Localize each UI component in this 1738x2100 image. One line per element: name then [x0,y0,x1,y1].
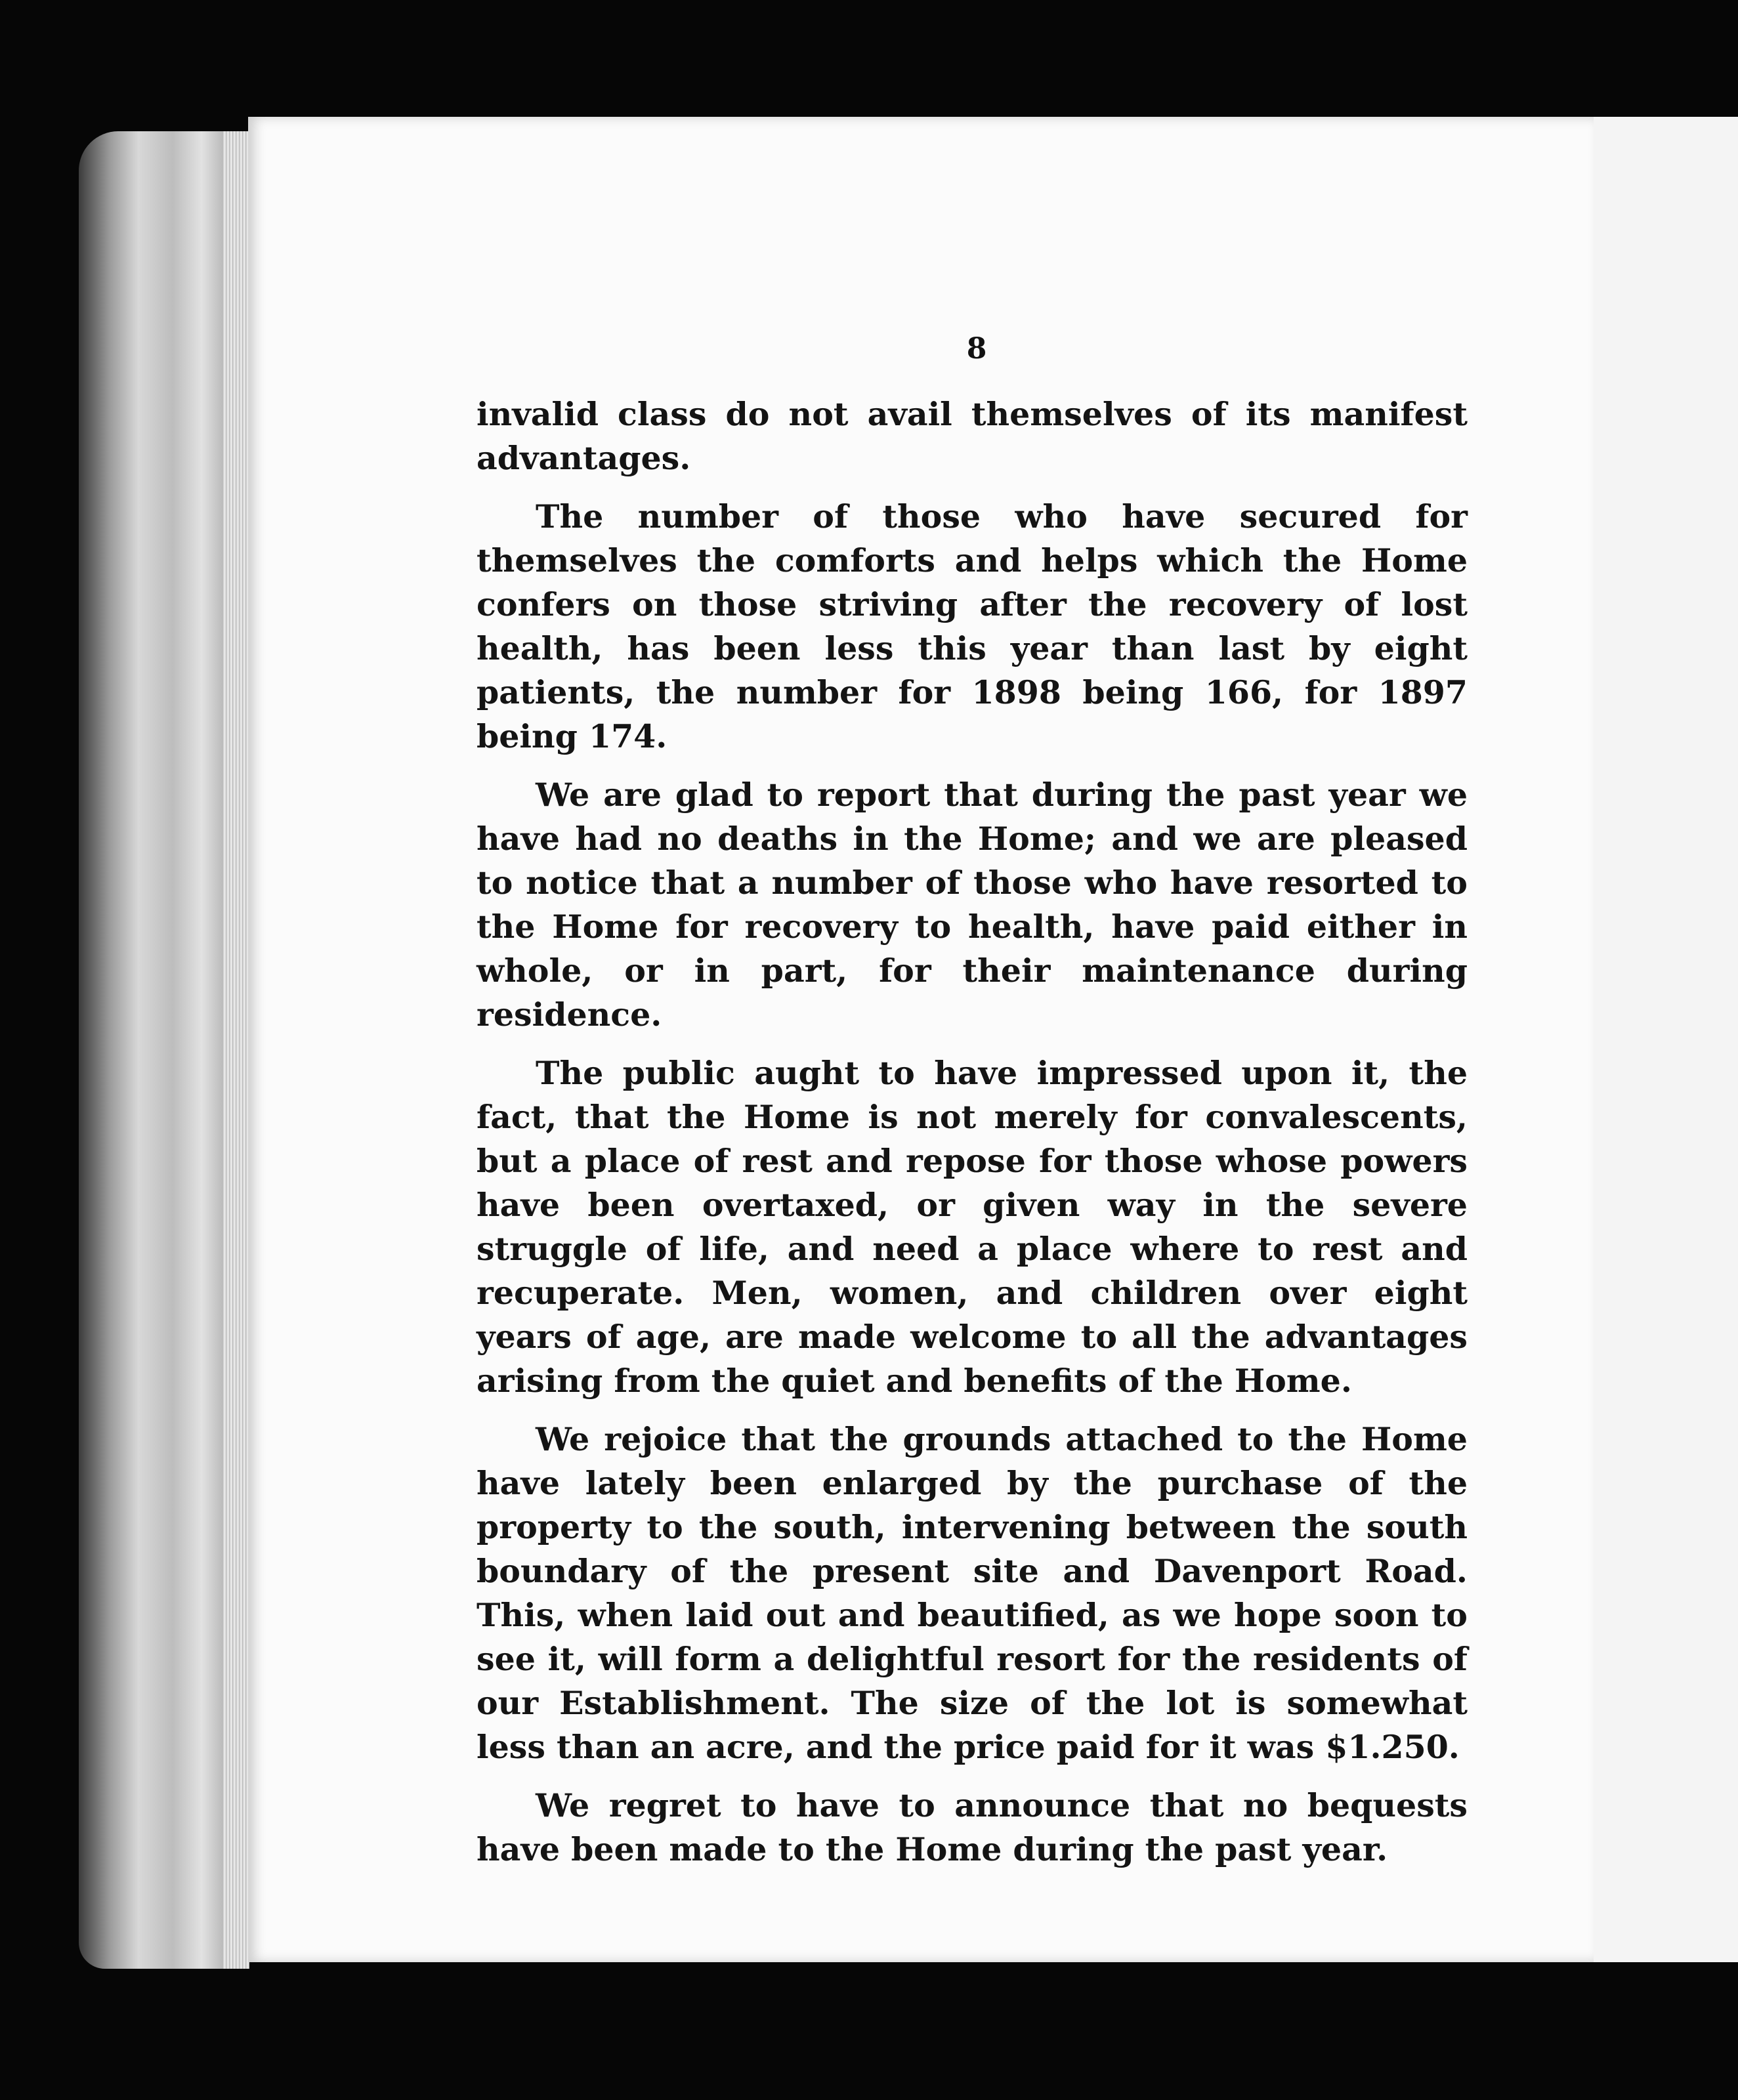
paragraph-public-notice: The public aught to have impressed upon it, the fact, that the Home is not merely for convalescents, but a place of rest and repose for those whose powers have been overtaxed, or given way in the severe struggle of life, and need a place where to rest and recuperate. Men, women, and children over eight years of age, are made welcome to all the advantages arising from the quiet and benefits of the Home. [477,1054,1468,1400]
paragraph-grounds-enlarged: We rejoice that the grounds attached to the Home have lately been enlarged by the purchase of the property to the south, intervening between the south boundary of the present site and Davenport Road. This, when laid out and beautified, as we hope soon to see it, will form a delightful resort for the residents of our Establishment. The size of the lot is somewhat less than an acre, and the price paid for it was $1.250. [477,1420,1468,1766]
paragraph-bequests: We regret to have to announce that no bequests have been made to the Home during the past year. [477,1786,1468,1868]
adjacent-page-edge [1582,117,1738,1962]
page-number: 8 [966,332,987,366]
paragraph-no-deaths: We are glad to report that during the past year we have had no deaths in the Home; and we are pleased to notice that a number of those who have resorted to the Home for recovery to health, have paid either in whole, or in part, for their maintenance during residence. [477,776,1468,1034]
body-text [477,392,1468,1886]
paragraph-patient-numbers: The number of those who have secured for themselves the comforts and helps which the Home confers on those striving after the recovery of lost health, has been less this year than last by eight patients, the number for 1898 being 166, for 1897 being 174. [477,497,1468,755]
book-page [248,117,1594,1962]
paragraph-continuation: invalid class do not avail themselves of its manifest advantages. [477,395,1468,477]
book-page-edges [79,131,249,1969]
